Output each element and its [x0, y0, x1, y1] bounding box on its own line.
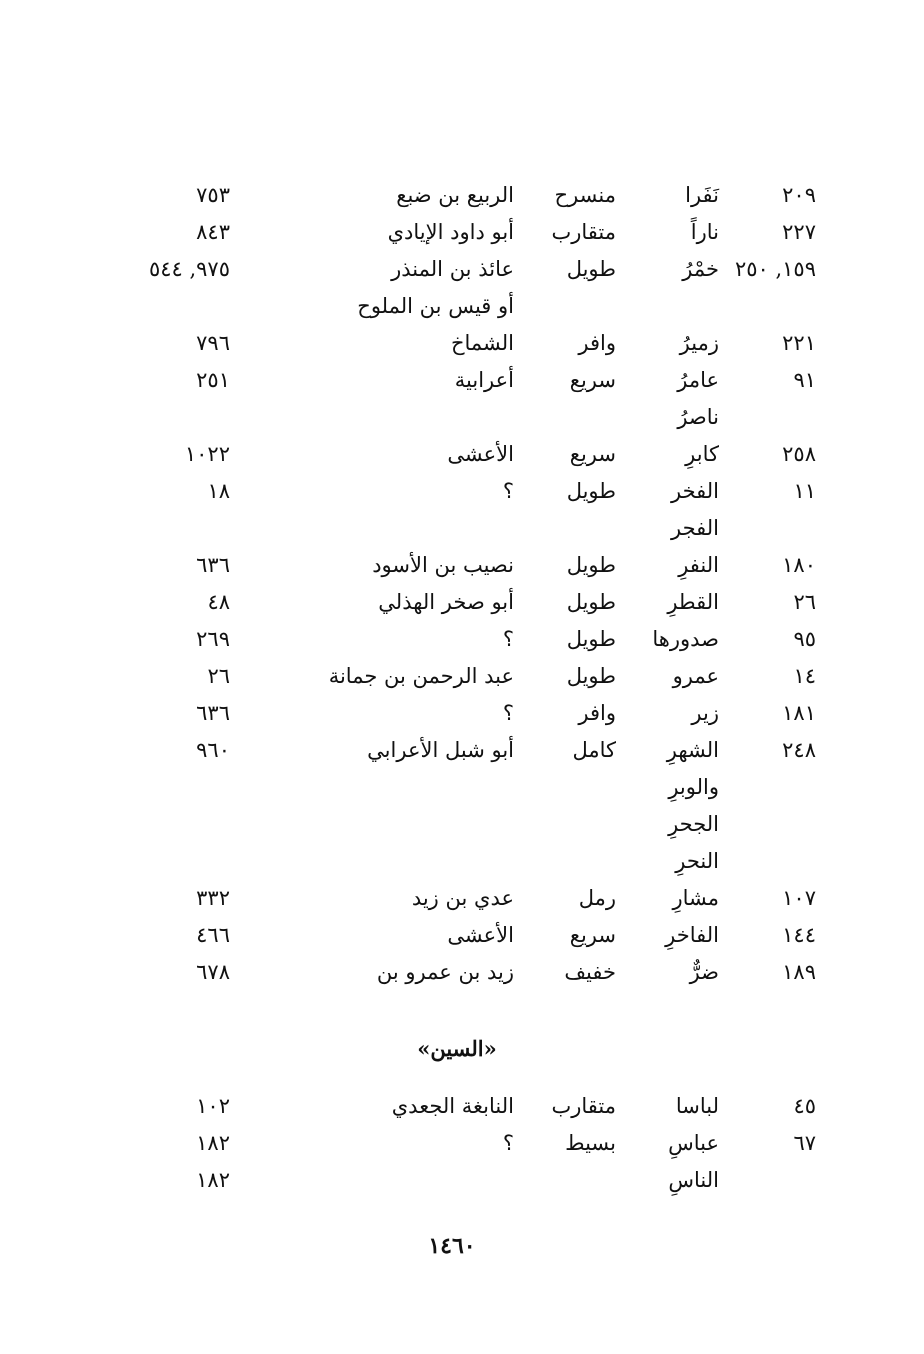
meter: رمل	[578, 886, 616, 910]
poet	[214, 399, 514, 436]
page-ref: ٦٣٦	[196, 553, 230, 577]
entry-number	[736, 510, 816, 547]
index-row	[0, 621, 924, 658]
rhyme-word: صدورها	[652, 627, 719, 651]
page-ref	[110, 769, 230, 806]
entry-number: ٩٥	[793, 627, 816, 651]
meter: خفيف	[564, 960, 616, 984]
index-row	[0, 177, 924, 214]
meter	[516, 399, 616, 436]
rhyme-word: ناصرُ	[677, 405, 719, 429]
rhyme-word: الفخر	[671, 479, 719, 503]
index-row	[0, 880, 924, 917]
page-ref: ٤٨	[207, 590, 230, 614]
meter: متقارب	[551, 1094, 616, 1118]
page-number-text: ١٤٦٠	[428, 1233, 476, 1259]
rhyme-word: ضرٌّ	[689, 960, 719, 984]
page-ref: ٩٦٠	[196, 738, 230, 762]
page-ref: ١٨	[207, 479, 230, 503]
poet: عبد الرحمن بن جمانة	[328, 664, 514, 688]
page-ref: ١٠٢	[196, 1094, 230, 1118]
poet	[214, 843, 514, 880]
index-row	[0, 1162, 924, 1199]
index-row	[0, 399, 924, 436]
poet: ؟	[502, 479, 514, 503]
page-ref	[110, 510, 230, 547]
index-row	[0, 510, 924, 547]
meter: بسيط	[565, 1131, 616, 1155]
entry-number	[736, 806, 816, 843]
meter	[516, 288, 616, 325]
meter: طويل	[566, 257, 616, 281]
meter	[516, 769, 616, 806]
poet	[214, 769, 514, 806]
poet: نصيب بن الأسود	[372, 553, 514, 577]
rhyme-word: عباسِ	[668, 1131, 719, 1155]
index-row	[0, 473, 924, 510]
rhyme-word: زميرُ	[679, 331, 719, 355]
poet: أو قيس بن الملوح	[357, 294, 514, 318]
page-ref: ٦٣٦	[196, 701, 230, 725]
page-ref	[110, 843, 230, 880]
page-ref: ٣٣٢	[196, 886, 230, 910]
entry-number: ١٥٩, ٢٥٠	[734, 257, 816, 281]
index-row	[0, 658, 924, 695]
page-ref: ١٨٢	[196, 1131, 230, 1155]
rhyme-word: الفجر	[671, 516, 719, 540]
meter: طويل	[566, 627, 616, 651]
index-row	[0, 1125, 924, 1162]
entry-number: ١٠٧	[782, 886, 816, 910]
meter: طويل	[566, 479, 616, 503]
rhyme-word: عامرُ	[677, 368, 719, 392]
entry-number: ٢٠٩	[782, 183, 816, 207]
entry-number: ٢٦	[793, 590, 816, 614]
index-row	[0, 806, 924, 843]
poet: عائذ بن المنذر	[391, 257, 514, 281]
page-ref: ٧٩٦	[196, 331, 230, 355]
poet: ؟	[502, 627, 514, 651]
meter: كامل	[572, 738, 616, 762]
page-ref: ٨٤٣	[196, 220, 230, 244]
index-row	[0, 288, 924, 325]
poet: ؟	[502, 1131, 514, 1155]
page-ref: ٢٦٩	[196, 627, 230, 651]
index-row	[0, 325, 924, 362]
entry-number: ١٤	[793, 664, 816, 688]
rhyme-word: خمْرُ	[682, 257, 719, 281]
rhyme-word: النحرِ	[675, 849, 719, 873]
rhyme-word: زير	[691, 701, 719, 725]
poet: الأعشى	[447, 442, 514, 466]
page-number	[0, 1228, 924, 1265]
entry-number: ٢٢٧	[782, 220, 816, 244]
poet: زيد بن عمرو بن	[376, 960, 514, 984]
entry-number: ٢٥٨	[782, 442, 816, 466]
entry-number: ١٨١	[782, 701, 816, 725]
poet	[214, 510, 514, 547]
rhyme-word: عمرو	[672, 664, 719, 688]
poet: النابغة الجعدي	[391, 1094, 514, 1118]
page-ref	[110, 806, 230, 843]
index-row	[0, 362, 924, 399]
meter: متقارب	[551, 220, 616, 244]
entry-number: ٢٢١	[782, 331, 816, 355]
entry-number	[736, 1162, 816, 1199]
poet: عدي بن زيد	[411, 886, 514, 910]
rhyme-word: كابرِ	[685, 442, 719, 466]
entry-number: ٢٤٨	[782, 738, 816, 762]
rhyme-word: الناسِ	[668, 1168, 719, 1192]
entry-number: ٤٥	[793, 1094, 816, 1118]
rhyme-word: الجحرِ	[668, 812, 719, 836]
page-ref: ١٠٢٢	[184, 442, 230, 466]
entry-number	[736, 769, 816, 806]
page-ref	[110, 288, 230, 325]
page-ref: ٦٧٨	[196, 960, 230, 984]
poet: أبو شبل الأعرابي	[367, 738, 514, 762]
index-row	[0, 732, 924, 769]
meter	[516, 843, 616, 880]
index-row	[0, 769, 924, 806]
rhyme-word: مشارِ	[672, 886, 719, 910]
meter: وافر	[578, 331, 616, 355]
rhyme-word: القطرِ	[667, 590, 719, 614]
rhyme-word: والوبرِ	[668, 775, 719, 799]
meter: طويل	[566, 553, 616, 577]
meter	[516, 510, 616, 547]
poet	[214, 1162, 514, 1199]
page-ref: ٢٦	[207, 664, 230, 688]
poet: أبو صخر الهذلي	[378, 590, 514, 614]
index-row	[0, 214, 924, 251]
index-row	[0, 917, 924, 954]
meter: سريع	[569, 442, 616, 466]
rhyme-word: نَفَرا	[685, 183, 719, 207]
poet: ؟	[502, 701, 514, 725]
rhyme-word: الفاخرِ	[665, 923, 719, 947]
entry-number: ١٨٠	[782, 553, 816, 577]
index-row	[0, 954, 924, 991]
entry-number: ٩١	[793, 368, 816, 392]
meter: سريع	[569, 923, 616, 947]
index-row	[0, 584, 924, 621]
rhyme-word: لباسا	[675, 1094, 719, 1118]
rhyme-word: ناراً	[690, 220, 719, 244]
section-heading	[0, 1030, 924, 1067]
meter	[516, 1162, 616, 1199]
page-ref: ٢٥١	[196, 368, 230, 392]
meter: وافر	[578, 701, 616, 725]
index-row	[0, 251, 924, 288]
rhyme-word: النفرِ	[678, 553, 719, 577]
page-ref: ١٨٢	[196, 1168, 230, 1192]
entry-number: ١١	[793, 479, 816, 503]
poet: أعرابية	[454, 368, 514, 392]
page-ref: ٤٦٦	[196, 923, 230, 947]
meter	[516, 806, 616, 843]
rhyme-word: الشهرِ	[666, 738, 719, 762]
poet: الشماخ	[450, 331, 514, 355]
index-row	[0, 547, 924, 584]
page-ref: ٧٥٣	[196, 183, 230, 207]
meter: طويل	[566, 590, 616, 614]
index-row	[0, 695, 924, 732]
meter: سريع	[569, 368, 616, 392]
meter: منسرح	[554, 183, 616, 207]
page-ref: ٩٧٥, ٥٤٤	[148, 257, 230, 281]
entry-number: ٦٧	[793, 1131, 816, 1155]
entry-number: ١٨٩	[782, 960, 816, 984]
index-row	[0, 843, 924, 880]
poet: الربيع بن ضبع	[396, 183, 514, 207]
meter: طويل	[566, 664, 616, 688]
page-ref	[110, 399, 230, 436]
poet: أبو داود الإيادي	[387, 220, 514, 244]
entry-number	[736, 399, 816, 436]
index-row	[0, 436, 924, 473]
poet	[214, 806, 514, 843]
index-row	[0, 1088, 924, 1125]
poet: الأعشى	[447, 923, 514, 947]
entry-number	[736, 843, 816, 880]
section-heading-text: «السين»	[417, 1036, 497, 1061]
entry-number: ١٤٤	[782, 923, 816, 947]
entry-number	[736, 288, 816, 325]
